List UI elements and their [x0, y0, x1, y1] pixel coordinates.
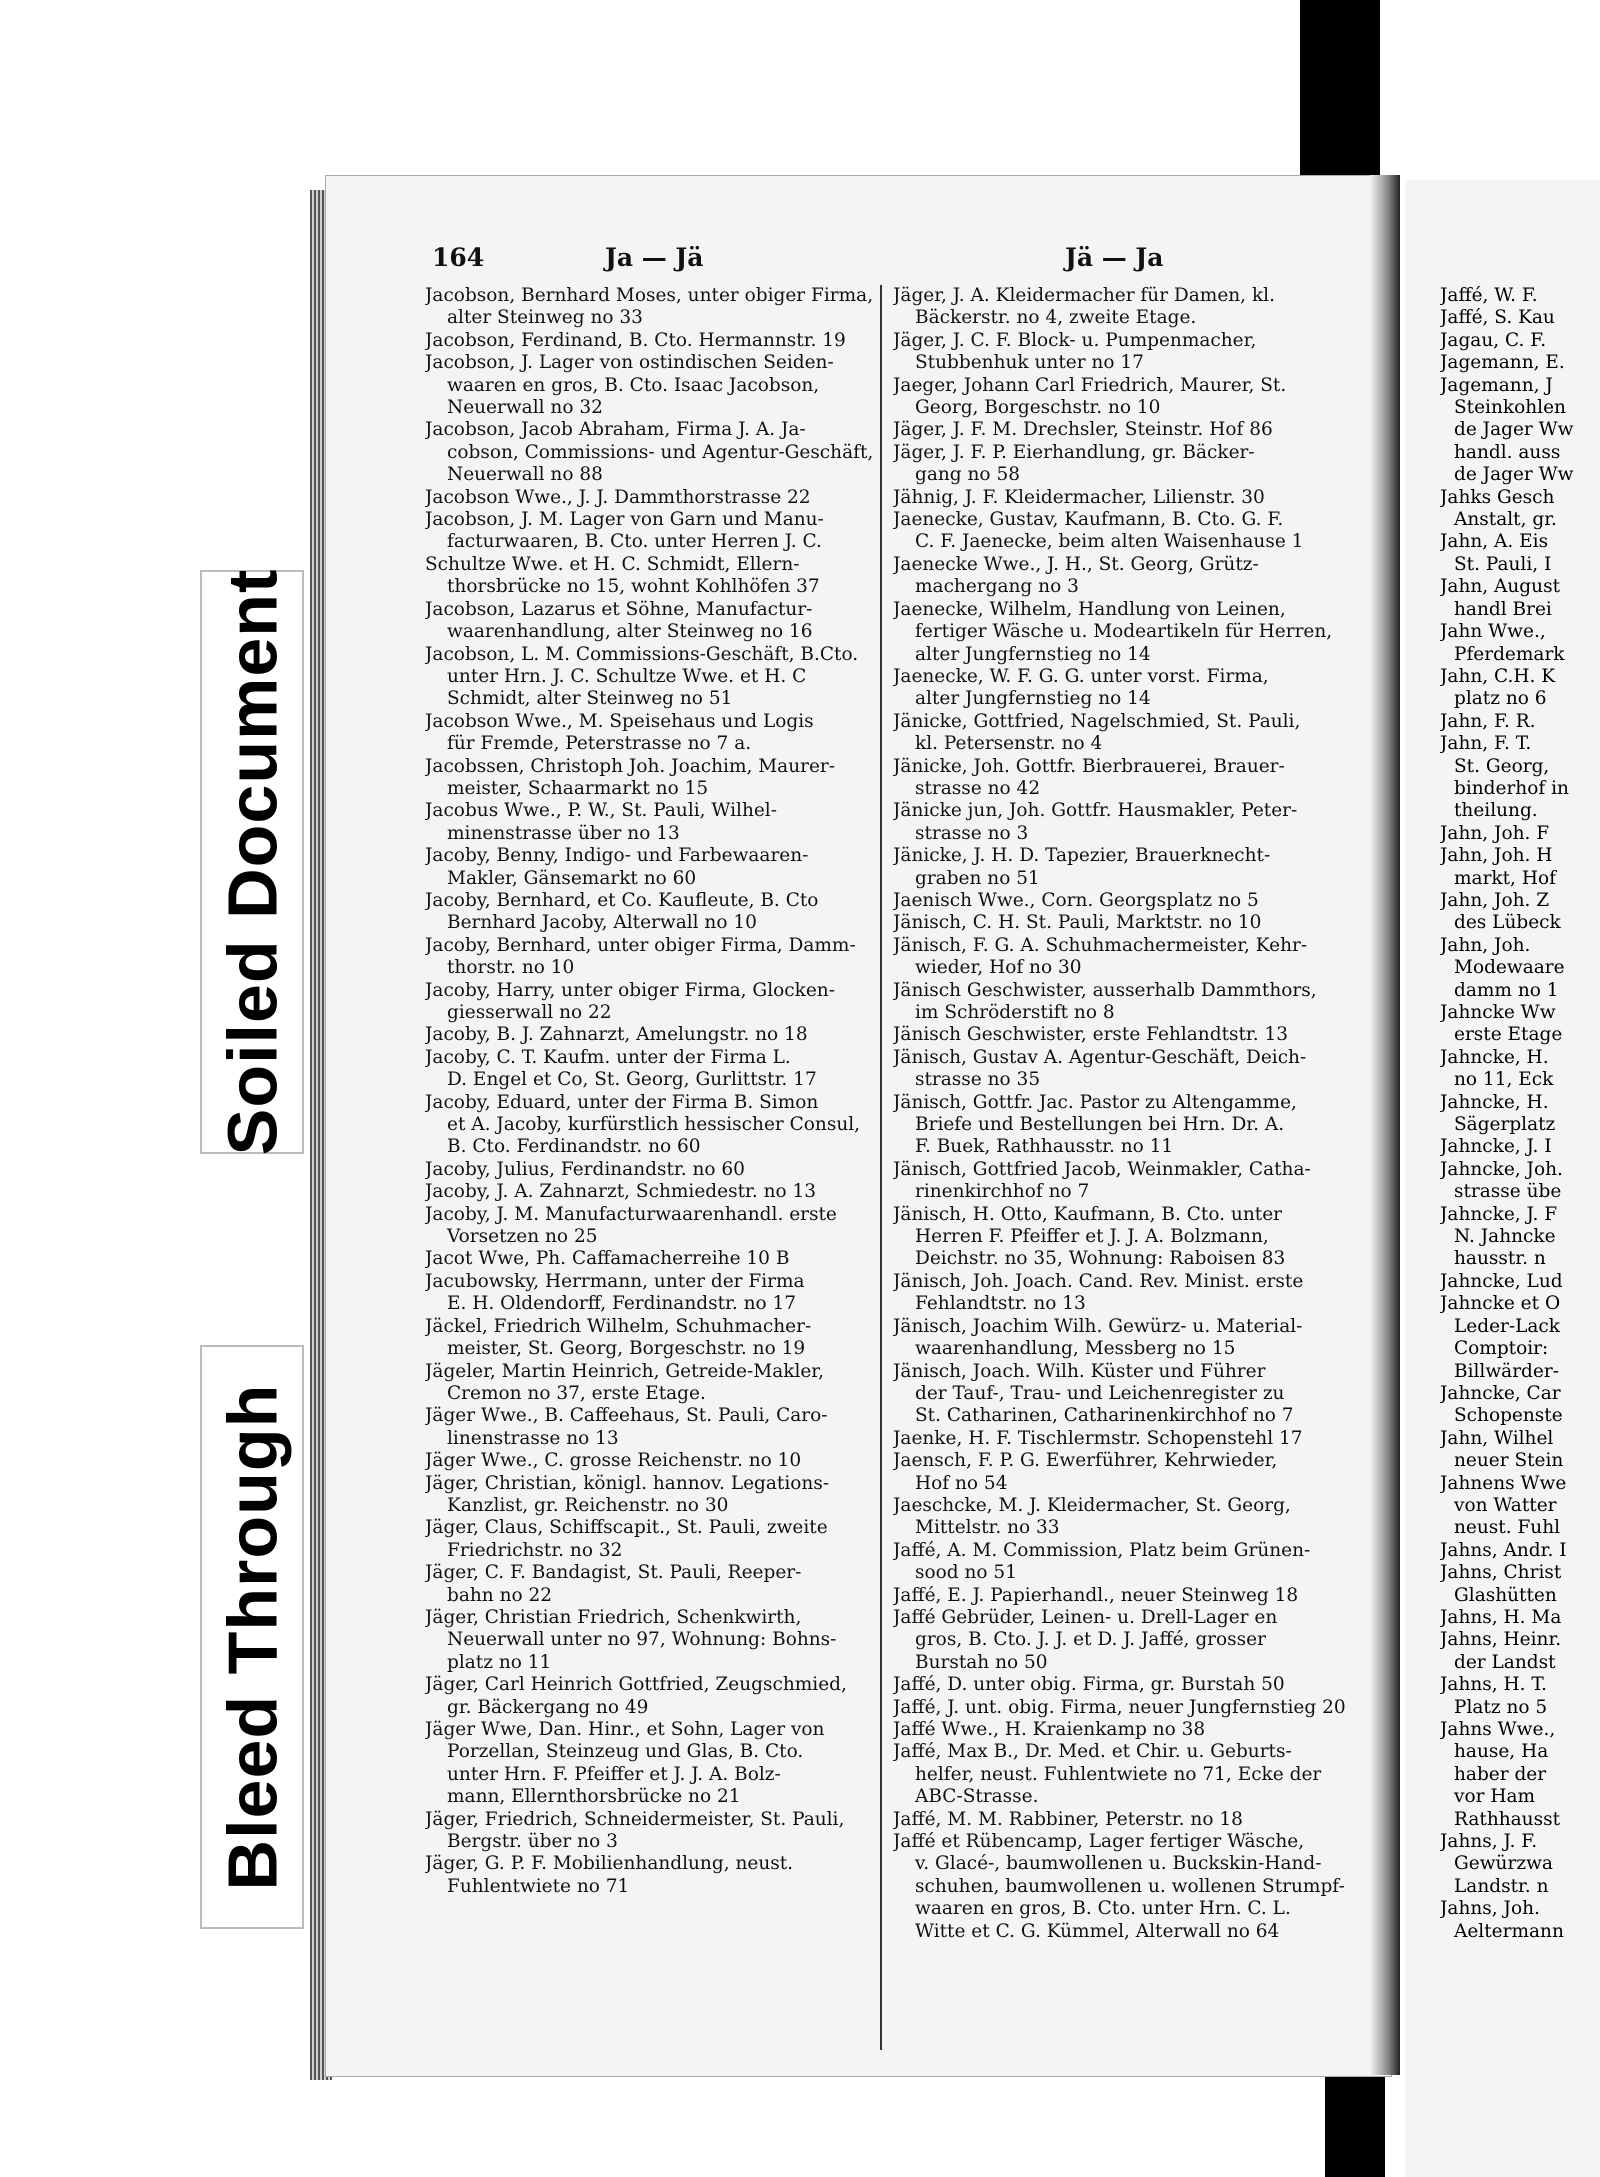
directory-entry-line: wieder, Hof no 30	[915, 957, 1082, 979]
directory-entry-line: strasse übe	[1454, 1181, 1562, 1203]
directory-entry-line: platz no 11	[447, 1651, 552, 1673]
directory-entry-line: Jaenke, H. F. Tischlermstr. Schopenstehl 17	[893, 1427, 1303, 1449]
directory-entry-line: Glashütten	[1454, 1584, 1557, 1606]
directory-entry-line: Jahncke, J. F	[1440, 1203, 1558, 1225]
directory-entry-line: der Tauf-, Trau- und Leichenregister zu	[915, 1382, 1285, 1404]
directory-entry-line: handl Brei	[1454, 598, 1552, 620]
directory-entry-line: St. Georg,	[1454, 755, 1550, 777]
directory-entry-line: Jänisch, C. H. St. Pauli, Marktstr. no 10	[893, 912, 1262, 934]
directory-entry-line: Jänicke jun, Joh. Gottfr. Hausmakler, Peter-	[893, 800, 1298, 822]
directory-entry-line: Jänicke, Gottfried, Nagelschmied, St. Pauli,	[893, 710, 1301, 732]
directory-entry-line: Jänisch, H. Otto, Kaufmann, B. Cto. unter	[893, 1203, 1282, 1225]
directory-entry-line: Georg, Borgeschstr. no 10	[915, 397, 1161, 419]
directory-entry-line: Jahn, Wilhel	[1440, 1427, 1554, 1449]
directory-entry-line: im Schröderstift no 8	[915, 1002, 1115, 1023]
directory-entry-line: hause, Ha	[1454, 1741, 1549, 1763]
directory-entry-line: Bäckerstr. no 4, zweite Etage.	[915, 307, 1197, 329]
directory-entry-line: schuhen, baumwollenen u. wollenen Strumpf-	[915, 1875, 1345, 1897]
directory-entry-line: Sägerplatz	[1454, 1114, 1556, 1136]
directory-entry-line: Comptoir:	[1454, 1338, 1549, 1360]
directory-entry-line: Jaffé, D. unter obig. Firma, gr. Burstah 50	[893, 1674, 1285, 1696]
directory-entry-line: Jäger, Christian Friedrich, Schenkwirth,	[425, 1606, 802, 1628]
directory-entry-line: helfer, neust. Fuhlentwiete no 71, Ecke der	[915, 1763, 1322, 1785]
directory-entry-line: vor Ham	[1454, 1786, 1536, 1808]
directory-entry-line: Jaenecke, Gustav, Kaufmann, B. Cto. G. F.	[893, 509, 1284, 531]
directory-entry-line: Jahn, C.H. K	[1440, 665, 1556, 687]
page-fold-shadow	[1370, 175, 1400, 2075]
directory-entry-line: waarenhandlung, Messberg no 15	[915, 1338, 1236, 1360]
directory-entry-line: F. Buek, Rathhausstr. no 11	[915, 1136, 1174, 1158]
directory-entry-line: Jaffé, M. M. Rabbiner, Peterstr. no 18	[893, 1808, 1243, 1830]
directory-entry-line: Jahn, Joh. Z	[1440, 889, 1550, 911]
directory-entry-line: Jäger, J. F. P. Eierhandlung, gr. Bäcker-	[893, 441, 1255, 463]
directory-entry-line: St. Pauli, I	[1454, 553, 1552, 575]
directory-entry-line: Schmidt, alter Steinweg no 51	[447, 688, 733, 710]
directory-entry-line: Jäger, Claus, Schiffscapit., St. Pauli, zweite	[425, 1517, 828, 1539]
directory-entry-line: Jacoby, J. A. Zahnarzt, Schmiedestr. no 13	[425, 1181, 817, 1203]
directory-entry-line: v. Glacé-, baumwollenen u. Buckskin-Hand-	[915, 1853, 1322, 1875]
directory-entry-line: Jahn, F. T.	[1440, 733, 1532, 755]
directory-entry-line: Jaeschcke, M. J. Kleidermacher, St. Georg,	[893, 1494, 1291, 1516]
directory-entry-line: Jänisch, F. G. A. Schuhmachermeister, Kehr-	[893, 934, 1308, 956]
directory-entry-line: hausstr. n	[1454, 1248, 1546, 1270]
directory-entry-line: Neuerwall unter no 97, Wohnung: Bohns-	[447, 1629, 837, 1651]
directory-entry-line: gros, B. Cto. J. J. et D. J. Jaffé, grosser	[915, 1629, 1266, 1651]
directory-entry-line: Pferdemark	[1454, 643, 1565, 665]
directory-entry-line: Schopenste	[1454, 1405, 1563, 1427]
directory-entry-line: des Lübeck	[1454, 912, 1561, 934]
directory-entry-line: Jaffé et Rübencamp, Lager fertiger Wäsche,	[893, 1831, 1305, 1853]
directory-entry-line: Jänisch Geschwister, ausserhalb Dammthors,	[893, 979, 1317, 1001]
directory-entry-line: Jänicke, J. H. D. Tapezier, Brauerknecht-	[893, 845, 1271, 867]
directory-entry-line: damm no 1	[1454, 979, 1559, 1001]
directory-entry-line: Jacoby, Bernhard, unter obiger Firma, Damm-	[425, 934, 856, 956]
directory-entry-line: ABC-Strasse.	[915, 1786, 1039, 1808]
directory-entry-line: Steinkohlen	[1454, 397, 1566, 419]
directory-entry-line: Jäger Wwe, Dan. Hinr., et Sohn, Lager von	[425, 1719, 825, 1740]
directory-entry-line: Jacoby, Eduard, unter der Firma B. Simon	[425, 1091, 819, 1113]
directory-entry-line: Jahns, Andr. I	[1440, 1539, 1567, 1561]
directory-entry-line: fertiger Wäsche u. Modeartikeln für Herren,	[915, 621, 1333, 643]
directory-entry-line: Briefe und Bestellungen bei Hrn. Dr. A.	[915, 1114, 1285, 1136]
directory-entry-line: Aeltermann	[1454, 1920, 1564, 1942]
directory-entry-line: Jacoby, Julius, Ferdinandstr. no 60	[425, 1158, 745, 1180]
directory-entry-line: Jaffé, E. J. Papierhandl., neuer Steinweg 18	[893, 1584, 1299, 1606]
directory-entry-line: Herren F. Pfeiffer et J. J. A. Bolzmann,	[915, 1226, 1269, 1248]
directory-entry-line: Jahns, Heinr.	[1440, 1629, 1562, 1651]
directory-entry-line: Jahn, F. R.	[1440, 710, 1536, 732]
running-head-left: Ja — Jä	[605, 243, 704, 272]
soiled-document-text: Soiled Document	[213, 568, 292, 1156]
directory-entry-line: Jacoby, J. M. Manufacturwaarenhandl. erste	[425, 1203, 837, 1225]
directory-entry-line: Modewaare	[1454, 957, 1565, 979]
directory-entry-line: C. F. Jaenecke, beim alten Waisenhause 1	[915, 531, 1304, 553]
directory-entry-line: Jahn, Joh. F	[1440, 822, 1550, 844]
directory-entry-line: giesserwall no 22	[447, 1002, 612, 1023]
directory-entry-line: Jahncke, Car	[1440, 1382, 1561, 1404]
directory-entry-line: neuer Stein	[1454, 1450, 1564, 1472]
directory-entry-line: Porzellan, Steinzeug und Glas, B. Cto.	[447, 1741, 804, 1763]
directory-entry-line: gang no 58	[915, 464, 1020, 486]
directory-entry-line: Burstah no 50	[915, 1651, 1048, 1673]
directory-entry-line: E. H. Oldendorff, Ferdinandstr. no 17	[447, 1293, 797, 1315]
directory-entry-line: alter Steinweg no 33	[447, 307, 643, 329]
directory-entry-line: Neuerwall no 32	[447, 397, 603, 419]
directory-entry-line: thorstr. no 10	[447, 957, 575, 979]
column-divider	[880, 285, 882, 2050]
directory-entry-line: Jahn, Joh. H	[1440, 845, 1553, 867]
scan-background-strip-bottom	[1325, 2070, 1385, 2177]
directory-entry-line: unter Hrn. F. Pfeiffer et J. J. A. Bolz-	[447, 1763, 781, 1785]
directory-entry-line: Jacoby, Benny, Indigo- und Farbewaaren-	[425, 845, 809, 867]
directory-entry-line: erste Etage	[1454, 1024, 1563, 1046]
directory-entry-line: haber der	[1454, 1763, 1547, 1785]
directory-entry-line: Vorsetzen no 25	[447, 1226, 598, 1248]
directory-entry-line: Jänisch, Joachim Wilh. Gewürz- u. Material-	[893, 1315, 1303, 1337]
directory-entry-line: Jähnig, J. F. Kleidermacher, Lilienstr. 30	[893, 486, 1265, 508]
directory-entry-line: Jacobson Wwe., J. J. Dammthorstrasse 22	[425, 486, 811, 508]
directory-entry-line: Jahn Wwe.,	[1440, 621, 1546, 643]
directory-entry-line: Jäger, J. A. Kleidermacher für Damen, kl.	[893, 285, 1275, 306]
directory-entry-line: Jacobson, Ferdinand, B. Cto. Hermannstr. 19	[425, 329, 846, 351]
directory-entry-line: meister, St. Georg, Borgeschstr. no 19	[447, 1338, 806, 1360]
directory-entry-line: Bergstr. über no 3	[447, 1831, 618, 1853]
directory-entry-line: Jacobson, J. M. Lager von Garn und Manu-	[425, 509, 824, 531]
directory-entry-line: kl. Petersenstr. no 4	[915, 733, 1103, 755]
directory-entry-line: de Jager Ww	[1454, 419, 1574, 441]
directory-entry-line: Jänisch, Gottfr. Jac. Pastor zu Altengamme,	[893, 1091, 1297, 1113]
directory-entry-line: Jänisch, Gottfried Jacob, Weinmakler, Catha-	[893, 1158, 1311, 1180]
directory-entry-line: Jahns, Christ	[1440, 1562, 1562, 1584]
directory-entry-line: alter Jungfernstieg no 14	[915, 643, 1151, 665]
directory-entry-line: Jacot Wwe, Ph. Caffamacherreihe 10 B	[425, 1248, 790, 1270]
directory-entry-line: Jagau, C. F.	[1440, 329, 1547, 351]
directory-entry-line: Jacobson Wwe., M. Speisehaus und Logis	[425, 710, 814, 732]
directory-entry-line: Jäger, J. C. F. Block- u. Pumpenmacher,	[893, 329, 1257, 351]
directory-entry-line: bahn no 22	[447, 1584, 553, 1606]
directory-entry-line: Rathhausst	[1454, 1808, 1561, 1830]
directory-entry-line: Jänisch, Joach. Wilh. Küster und Führer	[893, 1360, 1266, 1382]
directory-entry-line: markt, Hof	[1454, 867, 1556, 889]
directory-entry-line: Jahn, A. Eis	[1440, 531, 1549, 553]
directory-entry-line: alter Jungfernstieg no 14	[915, 688, 1151, 710]
directory-entry-line: Fuhlentwiete no 71	[447, 1875, 630, 1897]
directory-entry-line: von Watter	[1454, 1494, 1557, 1516]
directory-entry-line: strasse no 42	[915, 777, 1041, 799]
bleed-through-label	[200, 1345, 304, 1929]
directory-entry-line: für Fremde, Peterstrasse no 7 a.	[447, 733, 752, 755]
directory-entry-line: Gewürzwa	[1454, 1853, 1553, 1875]
adjacent-page-column	[1440, 285, 1600, 1943]
directory-entry-line: Jänisch, Gustav A. Agentur-Geschäft, Deich-	[893, 1046, 1307, 1068]
directory-entry-line: Jaensch, F. P. G. Ewerführer, Kehrwieder,	[893, 1450, 1278, 1472]
bleed-through-text: Bleed Through	[213, 1383, 291, 1891]
directory-entry-line: Jahnens Wwe	[1440, 1472, 1567, 1494]
directory-entry-line: Jagemann, J	[1440, 374, 1553, 396]
directory-entry-line: cobson, Commissions- und Agentur-Geschäft,	[447, 441, 874, 463]
directory-entry-line: Jacobssen, Christoph Joh. Joachim, Maurer-	[425, 755, 836, 777]
directory-entry-line: Anstalt, gr.	[1454, 509, 1557, 531]
directory-entry-line: Jaffé Gebrüder, Leinen- u. Drell-Lager en	[893, 1606, 1278, 1628]
directory-entry-line: Stubbenhuk unter no 17	[915, 352, 1144, 374]
directory-entry-line: Platz no 5	[1454, 1696, 1548, 1718]
directory-entry-line: Jäger, G. P. F. Mobilienhandlung, neust.	[425, 1853, 794, 1875]
directory-entry-line: Jahncke et O	[1440, 1293, 1561, 1315]
directory-entry-line: Jaffé Wwe., H. Kraienkamp no 38	[893, 1719, 1206, 1740]
directory-entry-line: strasse no 35	[915, 1069, 1041, 1091]
directory-entry-line: Leder-Lack	[1454, 1315, 1561, 1337]
directory-entry-line: Jahn, August	[1440, 576, 1560, 598]
directory-entry-line: Jahncke, H.	[1440, 1046, 1549, 1068]
directory-entry-line: Jäger, J. F. M. Drechsler, Steinstr. Hof 86	[893, 419, 1273, 441]
directory-entry-line: no 11, Eck	[1454, 1069, 1554, 1091]
directory-entry-line: Jahncke, Lud	[1440, 1270, 1563, 1292]
directory-entry-line: Jacobson, Lazarus et Söhne, Manufactur-	[425, 598, 813, 620]
directory-entry-line: Jacobson, J. Lager von ostindischen Seiden-	[425, 352, 834, 374]
directory-entry-line: Jacoby, B. J. Zahnarzt, Amelungstr. no 18	[425, 1024, 808, 1046]
directory-entry-line: waaren en gros, B. Cto. Isaac Jacobson,	[447, 374, 820, 396]
soiled-document-label	[200, 570, 304, 1154]
directory-entry-line: Jaenecke, Wilhelm, Handlung von Leinen,	[893, 598, 1286, 620]
directory-entry-line: handl. auss	[1454, 441, 1561, 463]
directory-entry-line: neust. Fuhl	[1454, 1517, 1561, 1539]
directory-entry-line: thorsbrücke no 15, wohnt Kohlhöfen 37	[447, 576, 820, 598]
directory-entry-line: Jäger, Christian, königl. hannov. Legations-	[425, 1472, 830, 1494]
directory-entry-line: Jahks Gesch	[1440, 486, 1555, 508]
directory-entry-line: Jahn, Joh.	[1440, 934, 1531, 956]
directory-entry-line: waarenhandlung, alter Steinweg no 16	[447, 621, 813, 643]
directory-entry-line: Jacobson, Bernhard Moses, unter obiger Firma,	[425, 285, 874, 306]
directory-entry-line: Jänicke, Joh. Gottfr. Bierbrauerei, Brauer-	[893, 755, 1285, 777]
directory-entry-line: Jäger, Carl Heinrich Gottfried, Zeugschmied,	[425, 1674, 847, 1696]
directory-entry-line: facturwaaren, B. Cto. unter Herren J. C.	[447, 531, 822, 553]
directory-entry-line: Jagemann, E.	[1440, 352, 1565, 374]
directory-entry-line: strasse no 3	[915, 822, 1029, 844]
directory-entry-line: Cremon no 37, erste Etage.	[447, 1382, 706, 1404]
directory-entry-line: Landstr. n	[1454, 1875, 1549, 1897]
directory-entry-line: rinenkirchhof no 7	[915, 1181, 1090, 1203]
directory-entry-line: Jaenisch Wwe., Corn. Georgsplatz no 5	[893, 889, 1259, 911]
directory-entry-line: graben no 51	[915, 867, 1040, 889]
directory-entry-line: waaren en gros, B. Cto. unter Hrn. C. L.	[915, 1898, 1291, 1920]
directory-entry-line: binderhof in	[1454, 777, 1569, 799]
directory-entry-line: unter Hrn. J. C. Schultze Wwe. et H. C	[447, 665, 807, 687]
directory-entry-line: Kanzlist, gr. Reichenstr. no 30	[447, 1494, 729, 1516]
directory-entry-line: St. Catharinen, Catharinenkirchhof no 7	[915, 1405, 1294, 1427]
directory-entry-line: linenstrasse no 13	[447, 1427, 619, 1449]
directory-entry-line: sood no 51	[915, 1562, 1017, 1584]
directory-entry-line: Jahncke, J. I	[1440, 1136, 1552, 1158]
directory-entry-line: Jahncke, H.	[1440, 1091, 1549, 1113]
directory-entry-line: de Jager Ww	[1454, 464, 1574, 486]
directory-entry-line: mann, Ellernthorsbrücke no 21	[447, 1786, 741, 1808]
directory-entry-line: Jacoby, C. T. Kaufm. unter der Firma L.	[425, 1046, 791, 1068]
directory-entry-line: Jäger, C. F. Bandagist, St. Pauli, Reeper-	[425, 1562, 802, 1584]
page-number: 164	[432, 243, 485, 272]
directory-entry-line: Jahncke Ww	[1440, 1002, 1556, 1023]
directory-entry-line: Jaenecke Wwe., J. H., St. Georg, Grütz-	[893, 553, 1259, 575]
directory-entry-line: meister, Schaarmarkt no 15	[447, 777, 709, 799]
directory-entry-line: Billwärder-	[1454, 1360, 1559, 1382]
directory-entry-line: Jäger Wwe., C. grosse Reichenstr. no 10	[425, 1450, 802, 1472]
directory-entry-line: Jahns, H. T.	[1440, 1674, 1547, 1696]
directory-entry-line: et A. Jacoby, kurfürstlich hessischer Consul,	[447, 1114, 861, 1136]
directory-entry-line: Jäger Wwe., B. Caffeehaus, St. Pauli, Caro-	[425, 1405, 828, 1427]
directory-entry-line: Jaffé, A. M. Commission, Platz beim Grünen-	[893, 1539, 1311, 1561]
directory-entry-line: Jaffé, W. F.	[1440, 285, 1538, 306]
directory-entry-line: Bernhard Jacoby, Alterwall no 10	[447, 912, 757, 934]
directory-entry-line: Friedrichstr. no 32	[447, 1539, 623, 1561]
directory-entry-line: Jahns, H. Ma	[1440, 1606, 1562, 1628]
directory-entry-line: Jäckel, Friedrich Wilhelm, Schuhmacher-	[425, 1315, 812, 1337]
directory-entry-line: minenstrasse über no 13	[447, 822, 680, 844]
directory-entry-line: Jägeler, Martin Heinrich, Getreide-Makler,	[425, 1360, 824, 1382]
directory-entry-line: der Landst	[1454, 1651, 1556, 1673]
directory-entry-line: Jaffé, J. unt. obig. Firma, neuer Jungfernstieg 20	[893, 1696, 1346, 1718]
directory-entry-line: Jaenecke, W. F. G. G. unter vorst. Firma,	[893, 665, 1269, 687]
directory-entry-line: Jacobus Wwe., P. W., St. Pauli, Wilhel-	[425, 800, 777, 822]
directory-entry-line: platz no 6	[1454, 688, 1547, 710]
directory-entry-line: Jaffé, S. Kau	[1440, 307, 1555, 329]
directory-entry-line: Witte et C. G. Kümmel, Alterwall no 64	[915, 1920, 1280, 1942]
scan-background-strip-top-right	[1300, 0, 1380, 180]
directory-entry-line: B. Cto. Ferdinandstr. no 60	[447, 1136, 701, 1158]
directory-entry-line: Jacoby, Bernhard, et Co. Kaufleute, B. Cto	[425, 889, 819, 911]
directory-entry-line: Schultze Wwe. et H. C. Schmidt, Ellern-	[425, 553, 800, 575]
directory-entry-line: Jäger, Friedrich, Schneidermeister, St. Pauli,	[425, 1808, 845, 1830]
directory-entry-line: gr. Bäckergang no 49	[447, 1696, 649, 1718]
directory-entry-line: Jänisch Geschwister, erste Fehlandtstr. 13	[893, 1024, 1289, 1046]
directory-entry-line: Makler, Gänsemarkt no 60	[447, 867, 697, 889]
directory-entry-line: N. Jahncke	[1454, 1226, 1556, 1248]
directory-entry-line: Jaffé, Max B., Dr. Med. et Chir. u. Geburts-	[893, 1741, 1292, 1763]
directory-entry-line: machergang no 3	[915, 576, 1079, 598]
directory-entry-line: Fehlandtstr. no 13	[915, 1293, 1086, 1315]
directory-column-left	[425, 285, 885, 1898]
directory-entry-line: Jahns, Joh.	[1440, 1898, 1540, 1920]
directory-entry-line: Jahns Wwe.,	[1440, 1719, 1556, 1740]
directory-entry-line: Neuerwall no 88	[447, 464, 603, 486]
directory-entry-line: theilung.	[1454, 800, 1538, 822]
directory-entry-line: D. Engel et Co, St. Georg, Gurlittstr. 17	[447, 1069, 817, 1091]
running-head-right: Jä — Ja	[1065, 243, 1164, 272]
directory-entry-line: Jahns, J. F.	[1440, 1831, 1538, 1853]
directory-entry-line: Hof no 54	[915, 1472, 1008, 1494]
directory-entry-line: Jacobson, Jacob Abraham, Firma J. A. Ja-	[425, 419, 806, 441]
adjacent-page	[1405, 180, 1600, 2177]
directory-entry-line: Jänisch, Joh. Joach. Cand. Rev. Minist. erste	[893, 1270, 1304, 1292]
directory-column-middle	[893, 285, 1355, 1943]
directory-entry-line: Jacoby, Harry, unter obiger Firma, Glocken-	[425, 979, 835, 1001]
directory-entry-line: Mittelstr. no 33	[915, 1517, 1060, 1539]
directory-entry-line: Jacubowsky, Herrmann, unter der Firma	[425, 1270, 805, 1292]
directory-entry-line: Jahncke, Joh.	[1440, 1158, 1563, 1180]
directory-entry-line: Deichstr. no 35, Wohnung: Raboisen 83	[915, 1248, 1286, 1270]
directory-entry-line: Jaeger, Johann Carl Friedrich, Maurer, St.	[893, 374, 1287, 396]
directory-entry-line: Jacobson, L. M. Commissions-Geschäft, B.Cto.	[425, 643, 859, 665]
